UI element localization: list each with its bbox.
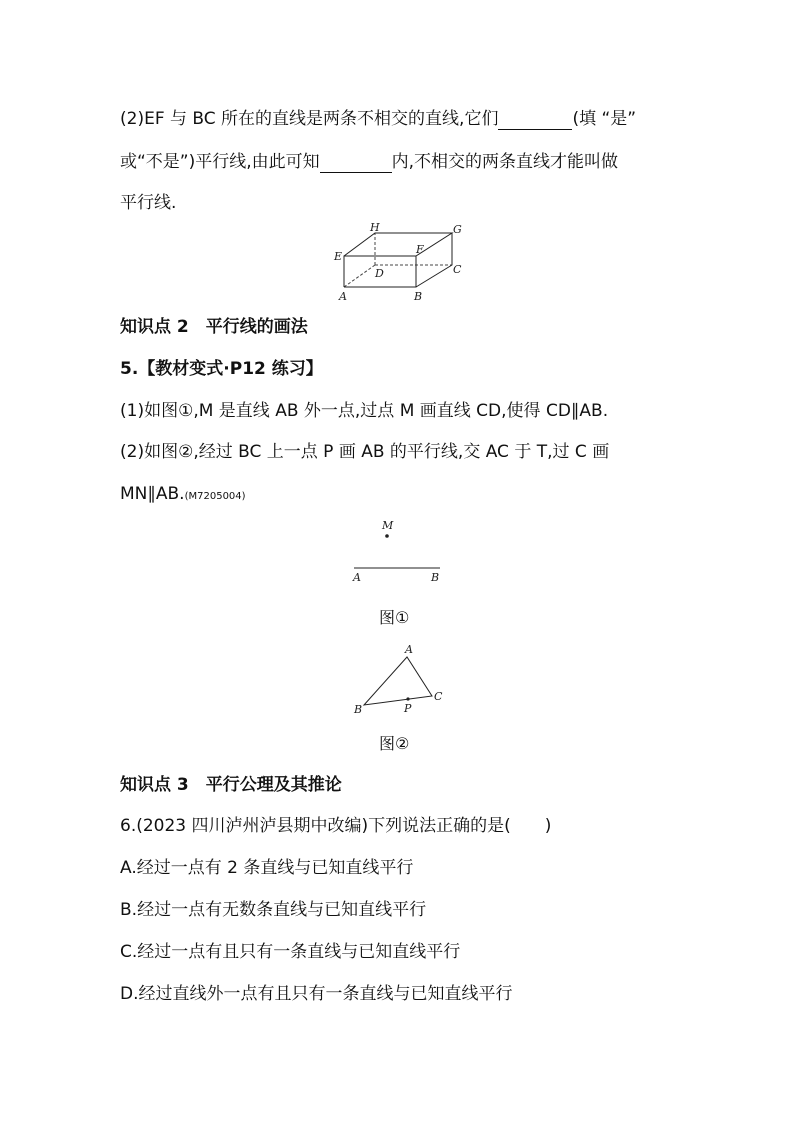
question-code: (M7205004): [184, 491, 246, 502]
section-3-title: 知识点 3 平行公理及其推论: [120, 775, 342, 795]
figure-2: [345, 638, 455, 720]
figure-1: [340, 515, 460, 590]
point-P: [406, 697, 409, 700]
point-M: [385, 534, 389, 538]
q4-text-d: 内,不相交的两条直线才能叫做: [391, 152, 619, 172]
q4-text-a: (2)EF 与 BC 所在的直线是两条不相交的直线,它们: [120, 109, 499, 129]
side-face: [416, 233, 452, 287]
q6-option-c[interactable]: C.经过一点有且只有一条直线与已知直线平行: [120, 942, 461, 962]
label-F: F: [416, 243, 424, 256]
fig1-label-M: M: [382, 519, 394, 532]
q4-text-b: (填 “是”: [572, 109, 637, 129]
label-H: H: [370, 221, 380, 234]
q4-part2-line3: 平行线.: [120, 193, 177, 213]
q4-text-c: 或“不是”)平行线,由此可知: [120, 152, 320, 172]
figure-2-caption: 图②: [379, 734, 410, 753]
top-face: [344, 233, 452, 256]
label-G: G: [453, 223, 462, 236]
fig1-label-B: B: [431, 571, 440, 584]
label-C: C: [453, 263, 462, 276]
q4-part2-line2: [120, 151, 618, 173]
q5-part2: (2)如图②,经过 BC 上一点 P 画 AB 的平行线,交 AC 于 T,过 C 画: [120, 442, 610, 462]
fig2-label-B: B: [354, 703, 363, 716]
q6-stem: 6.(2023 四川泸州泸县期中改编)下列说法正确的是( ): [120, 816, 552, 836]
section-2-title: 知识点 2 平行线的画法: [120, 317, 308, 337]
cuboid-figure: [330, 220, 470, 305]
q5-part2-cont-text: MN∥AB.: [120, 484, 185, 504]
q4-part2-line1: [120, 108, 636, 130]
fig1-label-A: A: [353, 571, 361, 584]
answer-blank-2[interactable]: [320, 154, 392, 173]
fig2-label-C: C: [434, 690, 443, 703]
label-A: A: [339, 290, 347, 303]
answer-blank-1[interactable]: [498, 111, 572, 130]
label-E: E: [334, 250, 343, 263]
q5-part1: (1)如图①,M 是直线 AB 外一点,过点 M 画直线 CD,使得 CD∥AB.: [120, 401, 609, 421]
q5-header: 5.【教材变式·P12 练习】: [120, 359, 323, 379]
fig2-label-A: A: [405, 643, 413, 656]
label-B: B: [414, 290, 423, 303]
label-D: D: [375, 267, 384, 280]
q6-option-a[interactable]: A.经过一点有 2 条直线与已知直线平行: [120, 858, 414, 878]
q6-option-b[interactable]: B.经过一点有无数条直线与已知直线平行: [120, 900, 427, 920]
edge-AD: [344, 265, 375, 287]
figure-1-caption: 图①: [379, 608, 410, 627]
q5-part2-continued: [120, 483, 246, 508]
triangle-ABC: [364, 657, 432, 705]
q6-option-d[interactable]: D.经过直线外一点有且只有一条直线与已知直线平行: [120, 984, 513, 1004]
fig2-label-P: P: [404, 702, 412, 715]
